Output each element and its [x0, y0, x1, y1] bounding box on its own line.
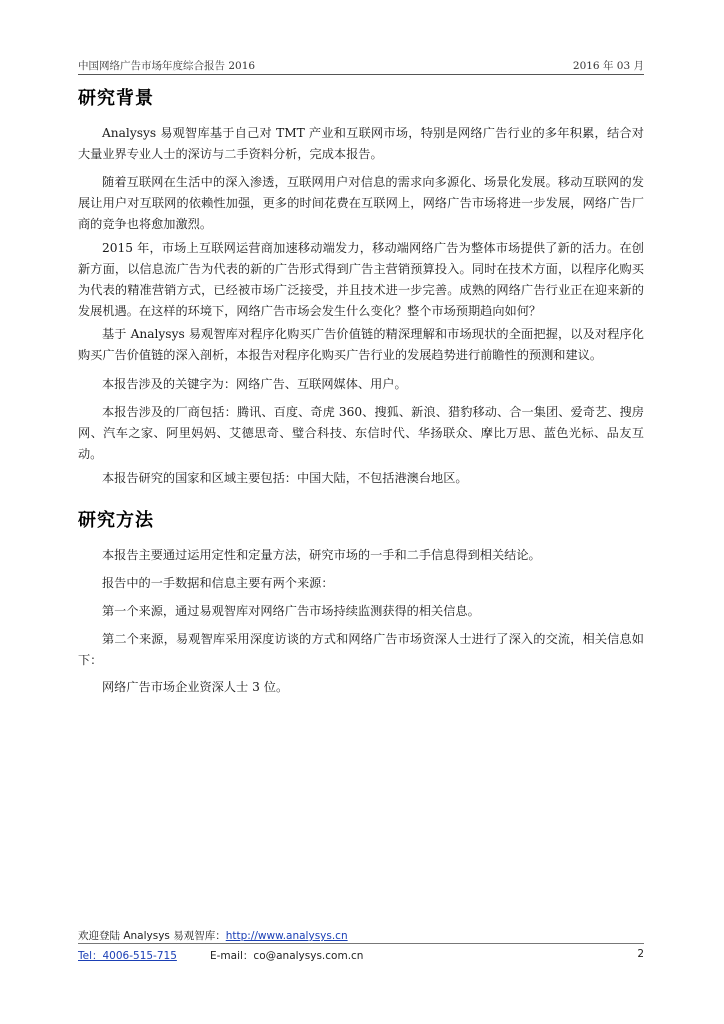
email-address[interactable]: co@analysys.com.cn	[253, 950, 364, 962]
paragraph: 随着互联网在生活中的深入渗透，互联网用户对信息的需求向多源化、场景化发展。移动互联网的发展让用户对互联网的依赖性加强，更多的时间花费在互联网上，网络广告市场将进一步发展，网络广告厂商的竞争也将愈加激烈。	[78, 175, 644, 231]
footer-welcome-text: 欢迎登陆 Analysys 易观智库：	[78, 930, 226, 942]
page-header	[78, 55, 644, 75]
paragraph: 2015 年，市场上互联网运营商加速移动端发力，移动端网络广告为整体市场提供了新的活力。在创新方面，以信息流广告为代表的新的广告形式得到广告主营销预算投入。同时在技术方面，以程序化购买为代表的精准营销方式，已经被市场广泛接受，并且技术进一步完善。成熟的网络广告行业正在迎来新的发展机遇。在这样的环境下，网络广告市场会发生什么变化？整个市场预期趋向如何？	[78, 241, 644, 318]
paragraph: 本报告涉及的关键字为：网络广告、互联网媒体、用户。	[102, 377, 407, 391]
tel-link[interactable]: Tel：4006-515-715	[78, 950, 177, 962]
paragraph: 第一个来源，通过易观智库对网络广告市场持续监测获得的相关信息。	[102, 604, 480, 618]
page-number: 2	[637, 948, 644, 960]
header-date: 2016 年 03 月	[572, 60, 644, 72]
email-block	[210, 948, 363, 963]
footer-divider	[78, 943, 644, 944]
section-title-background: 研究背景	[78, 88, 154, 109]
header-divider	[78, 74, 644, 75]
paragraph: 报告中的一手数据和信息主要有两个来源：	[102, 576, 334, 590]
email-label: E-mail：	[210, 950, 254, 962]
website-link[interactable]: http://www.analysys.cn	[225, 930, 348, 942]
footer-welcome	[78, 928, 644, 943]
paragraph: 基于 Analysys 易观智库对程序化购买广告价值链的精深理解和市场现状的全面把握，以及对程序化购买广告价值链的深入剖析，本报告对程序化购买广告行业的发展趋势进行前瞻性的预测和建议。	[78, 327, 644, 362]
paragraph: Analysys 易观智库基于自己对 TMT 产业和互联网市场，特别是网络广告行业的多年积累，结合对大量业界专业人士的深访与二手资料分析，完成本报告。	[78, 126, 644, 161]
paragraph: 本报告涉及的厂商包括：腾讯、百度、奇虎 360、搜狐、新浪、猎豹移动、合一集团、爱奇艺、搜房网、汽车之家、阿里妈妈、艾德思奇、璧合科技、东信时代、华扬联众、摩比万思、蓝色光标、品友互动。	[78, 405, 644, 461]
section-title-methodology: 研究方法	[78, 510, 154, 531]
paragraph: 第二个来源，易观智库采用深度访谈的方式和网络广告市场资深人士进行了深入的交流，相关信息如下：	[78, 632, 644, 667]
paragraph: 本报告主要通过运用定性和定量方法，研究市场的一手和二手信息得到相关结论。	[102, 548, 541, 562]
paragraph: 本报告研究的国家和区域主要包括：中国大陆，不包括港澳台地区。	[102, 471, 468, 485]
header-report-title: 中国网络广告市场年度综合报告 2016	[78, 60, 256, 72]
footer-contact	[78, 948, 644, 963]
paragraph: 网络广告市场企业资深人士 3 位。	[102, 680, 289, 694]
